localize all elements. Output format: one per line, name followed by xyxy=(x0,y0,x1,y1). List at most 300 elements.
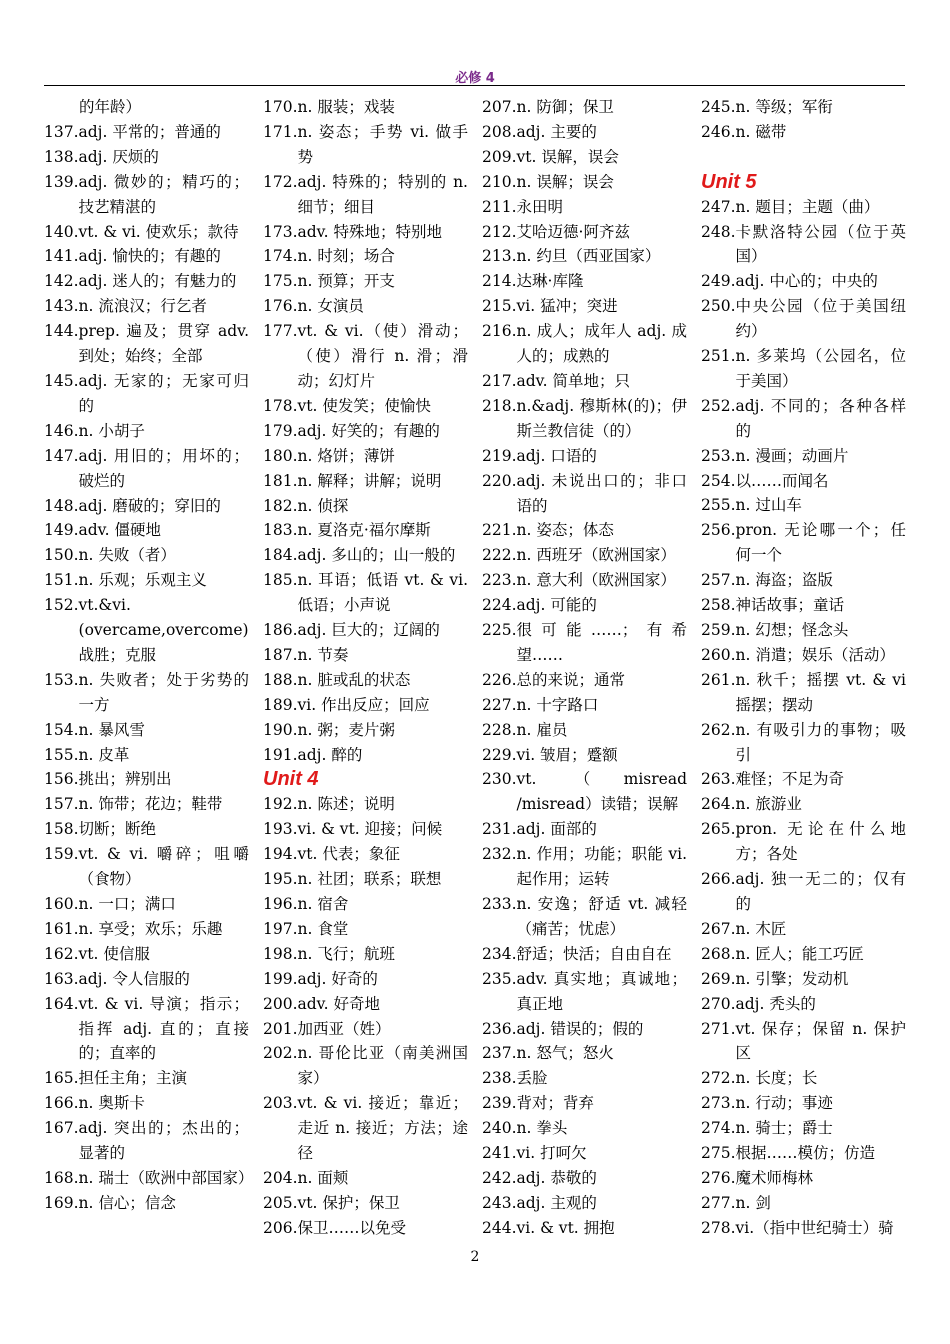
vocab-entry xyxy=(263,1017,468,1042)
entry-number: 274. xyxy=(701,1119,736,1138)
entry-definition: n. 暴风雪 xyxy=(78,720,145,739)
vocab-entry xyxy=(701,1066,906,1091)
vocab-entry xyxy=(482,892,687,942)
entry-definition: adj. 磨破的；穿旧的 xyxy=(78,496,221,515)
entry-number: 179. xyxy=(263,421,298,440)
vocab-entry xyxy=(263,867,468,892)
vocab-entry xyxy=(44,120,249,145)
vocab-entry xyxy=(482,543,687,568)
vocab-entry xyxy=(44,568,249,593)
entry-definition: adj. 令人信服的 xyxy=(78,969,190,988)
vocab-entry xyxy=(701,120,906,145)
entry-number: 267. xyxy=(701,919,736,938)
entry-number: 220. xyxy=(482,471,517,490)
vocab-entry xyxy=(482,1141,687,1166)
vocab-entry xyxy=(701,618,906,643)
entry-definition: n. 意大利（欧洲国家） xyxy=(516,571,676,590)
vocab-entry xyxy=(482,718,687,743)
entry-definition: n. 陈述；说明 xyxy=(297,795,395,814)
vocab-entry xyxy=(482,967,687,1017)
entry-number: 273. xyxy=(701,1094,736,1113)
vocab-entry xyxy=(482,568,687,593)
entry-definition: n. 等级；军衔 xyxy=(735,98,833,116)
entry-number: 146. xyxy=(44,421,79,440)
entry-definition: n. 防御；保卫 xyxy=(516,98,614,116)
vocab-entry xyxy=(44,1066,249,1091)
entry-number: 235. xyxy=(482,969,517,988)
entry-number: 198. xyxy=(263,944,298,963)
entry-number: 156. xyxy=(44,770,79,789)
entry-number: 256. xyxy=(701,521,736,540)
entry-definition: n. 服装；戏装 xyxy=(297,98,395,116)
entry-definition: adj. 用旧的；用坏的；破烂的 xyxy=(78,446,249,490)
entry-number: 223. xyxy=(482,571,517,590)
vocab-entry xyxy=(482,1041,687,1066)
entry-number: 170. xyxy=(263,98,298,116)
entry-number: 249. xyxy=(701,272,736,291)
vocab-entry xyxy=(701,967,906,992)
vocab-entry xyxy=(482,593,687,618)
entry-number: 259. xyxy=(701,621,736,640)
entry-number: 174. xyxy=(263,247,298,266)
entry-definition: n. 享受；欢乐；乐趣 xyxy=(78,919,223,938)
vocab-entry xyxy=(44,518,249,543)
vocab-entry xyxy=(482,1017,687,1042)
entry-definition: 根据……模仿；仿造 xyxy=(735,1144,876,1163)
vocab-entry xyxy=(701,1141,906,1166)
vocab-entry xyxy=(44,817,249,842)
entry-definition: adj. 恭敬的 xyxy=(516,1168,597,1187)
entry-number: 161. xyxy=(44,919,79,938)
entry-number: 214. xyxy=(482,272,517,291)
vocab-entry xyxy=(701,344,906,394)
vocab-entry xyxy=(263,643,468,668)
entry-definition: adv. 真实地；真诚地；真正地 xyxy=(516,969,687,1013)
entry-definition: n. 姿态；手势 vi. 做手势 xyxy=(297,122,468,166)
entry-definition: n. 长度；长 xyxy=(735,1069,818,1088)
entry-definition: n. 拳头 xyxy=(516,1119,568,1138)
entry-definition: adj. 微妙的；精巧的；技艺精湛的 xyxy=(78,172,249,216)
entry-definition: n. 旅游业 xyxy=(735,795,802,814)
entry-definition: 神话故事；童话 xyxy=(735,596,845,615)
entry-number: 172. xyxy=(263,172,298,191)
entry-definition: n. 木匠 xyxy=(735,919,787,938)
entry-number: 166. xyxy=(44,1094,79,1113)
vocab-entry xyxy=(701,220,906,270)
entry-number: 168. xyxy=(44,1168,79,1187)
entry-number: 254. xyxy=(701,471,736,490)
vocab-entry xyxy=(263,1191,468,1216)
entry-definition: vt. 误解，误会 xyxy=(516,147,619,166)
entry-number: 262. xyxy=(701,720,736,739)
vocab-entry xyxy=(482,842,687,892)
entry-definition: vt. & vi. 导演；指示；指挥 adj. 直的；直接的；直率的 xyxy=(78,994,249,1063)
vocab-entry xyxy=(263,892,468,917)
entry-definition: n. 脏或乱的状态 xyxy=(297,670,411,689)
page-header-title: 必修 4 xyxy=(455,71,495,86)
entry-number: 195. xyxy=(263,870,298,889)
entry-number: 277. xyxy=(701,1193,736,1212)
vocab-entry xyxy=(701,1017,906,1067)
vocab-entry xyxy=(482,195,687,220)
entry-definition: adj. 不同的；各种各样的 xyxy=(735,396,906,440)
entry-definition: pron. 无论哪一个；任何一个 xyxy=(735,521,906,565)
vocab-entry xyxy=(701,792,906,817)
entry-number: 225. xyxy=(482,621,517,640)
vocab-entry xyxy=(482,95,687,120)
entry-definition: n. 食堂 xyxy=(297,919,349,938)
entry-number: 212. xyxy=(482,222,517,241)
entry-definition: n. 骑士；爵士 xyxy=(735,1119,833,1138)
entry-number: 233. xyxy=(482,895,517,913)
entry-number: 167. xyxy=(44,1119,79,1138)
vocab-entry xyxy=(263,394,468,419)
entry-definition: adj. 无家的；无家可归的 xyxy=(78,371,249,415)
vocab-entry xyxy=(701,942,906,967)
entry-definition: 背对；背弃 xyxy=(516,1094,595,1113)
entry-number: 199. xyxy=(263,969,298,988)
entry-number: 183. xyxy=(263,521,298,540)
entry-definition: n.&adj. 穆斯林(的)；伊斯兰教信徒（的） xyxy=(516,396,687,440)
vocab-entry xyxy=(44,1116,249,1166)
entry-definition: n. 秋千；摇摆 vt. & vi 摇摆；摆动 xyxy=(735,670,906,714)
entry-number: 157. xyxy=(44,795,79,814)
vocab-entry xyxy=(263,718,468,743)
vocab-entry xyxy=(263,419,468,444)
entry-number: 213. xyxy=(482,247,517,266)
entry-number: 206. xyxy=(263,1218,298,1237)
entry-definition: vt. & vi. 使欢乐；款待 xyxy=(78,222,239,241)
entry-number: 210. xyxy=(482,172,517,191)
vocab-entry xyxy=(263,1091,468,1166)
entry-definition: 艾哈迈德·阿齐兹 xyxy=(516,222,630,241)
entry-number: 181. xyxy=(263,471,298,490)
entry-definition: adj. 愉快的；有趣的 xyxy=(78,247,221,266)
entry-definition: n. 面颊 xyxy=(297,1168,349,1187)
entry-number: 144. xyxy=(44,322,79,341)
entry-number: 242. xyxy=(482,1168,517,1187)
vocab-entry xyxy=(263,95,468,120)
vocab-entry xyxy=(263,668,468,693)
entry-definition: n. 十字路口 xyxy=(516,695,599,714)
entry-number: 184. xyxy=(263,546,298,565)
vocab-entry xyxy=(482,120,687,145)
vocab-entry xyxy=(701,917,906,942)
entry-definition: vt. & vi. 接近；靠近；走近 n. 接近；方法；途径 xyxy=(297,1094,468,1163)
vocabulary-columns xyxy=(44,95,906,1245)
entry-number: 176. xyxy=(263,297,298,316)
entry-number: 265. xyxy=(701,820,736,839)
vocab-entry xyxy=(44,767,249,792)
vocab-entry xyxy=(701,1116,906,1141)
vocab-entry xyxy=(44,294,249,319)
entry-number: 270. xyxy=(701,994,736,1013)
vocab-entry xyxy=(263,518,468,543)
entry-definition: n. 宿舍 xyxy=(297,895,349,913)
vocab-entry xyxy=(482,817,687,842)
entry-number: 263. xyxy=(701,770,736,789)
entry-number: 227. xyxy=(482,695,517,714)
entry-number: 230. xyxy=(482,770,517,789)
entry-number: 153. xyxy=(44,670,79,689)
entry-definition: vt. 使发笑；使愉快 xyxy=(297,396,431,415)
vocab-entry xyxy=(482,1091,687,1116)
entry-definition: n. 瑞士（欧洲中部国家） xyxy=(78,1168,254,1187)
vocab-entry xyxy=(701,643,906,668)
vocab-entry xyxy=(263,1041,468,1091)
vocab-entry xyxy=(44,170,249,220)
entry-definition: n. 失败（者） xyxy=(78,546,176,565)
vocab-entry xyxy=(263,792,468,817)
entry-number: 164. xyxy=(44,994,79,1013)
vocab-entry xyxy=(701,867,906,917)
entry-number: 226. xyxy=(482,670,517,689)
vocab-entry xyxy=(482,369,687,394)
entry-number: 182. xyxy=(263,496,298,515)
entry-definition: adj. 厌烦的 xyxy=(78,147,159,166)
vocab-entry xyxy=(263,469,468,494)
entry-definition: n. 信心；信念 xyxy=(78,1193,176,1212)
entry-number: 228. xyxy=(482,720,517,739)
entry-number: 218. xyxy=(482,396,517,415)
vocab-entry xyxy=(263,220,468,245)
entry-number: 188. xyxy=(263,670,298,689)
entry-number: 165. xyxy=(44,1069,79,1088)
vocab-entry xyxy=(701,593,906,618)
vocab-entry xyxy=(44,543,249,568)
entry-definition: 永田明 xyxy=(516,197,564,216)
vocab-entry xyxy=(482,394,687,444)
vocab-entry xyxy=(482,1116,687,1141)
entry-number: 241. xyxy=(482,1144,517,1163)
entry-number: 160. xyxy=(44,895,79,913)
entry-definition: 达琳·库隆 xyxy=(516,272,584,291)
entry-number: 257. xyxy=(701,571,736,590)
entry-number: 221. xyxy=(482,521,517,540)
entry-number: 239. xyxy=(482,1094,517,1113)
entry-definition: n. 怒气；怒火 xyxy=(516,1044,614,1063)
entry-definition: n. 哥伦比亚（南美洲国家） xyxy=(297,1044,468,1088)
entry-definition: n. 流浪汉；行乞者 xyxy=(78,297,207,316)
entry-definition: 担任主角；主演 xyxy=(78,1069,188,1088)
entry-number: 189. xyxy=(263,695,298,714)
entry-number: 204. xyxy=(263,1168,298,1187)
entry-definition: 切断；断绝 xyxy=(78,820,157,839)
vocab-entry xyxy=(701,1191,906,1216)
vocab-entry xyxy=(44,842,249,892)
entry-number: 171. xyxy=(263,122,298,141)
entry-number: 152. xyxy=(44,596,79,615)
entry-definition: n. 解释；讲解；说明 xyxy=(297,471,442,490)
vocab-entry xyxy=(44,494,249,519)
entry-definition: adj. 口语的 xyxy=(516,446,597,465)
vocab-entry xyxy=(701,518,906,568)
entry-definition: adj. 秃头的 xyxy=(735,994,816,1013)
vocab-entry xyxy=(701,1091,906,1116)
entry-number: 192. xyxy=(263,795,298,814)
vocab-entry xyxy=(44,244,249,269)
entry-number: 202. xyxy=(263,1044,298,1063)
entry-definition: n. 引擎；发动机 xyxy=(735,969,849,988)
vocab-entry xyxy=(482,743,687,768)
vocab-entry xyxy=(701,568,906,593)
entry-number: 207. xyxy=(482,98,517,116)
entry-definition: pron. 无论在什么地方；各处 xyxy=(735,820,906,864)
entry-number: 141. xyxy=(44,247,79,266)
vocab-entry xyxy=(263,294,468,319)
entry-number: 145. xyxy=(44,371,79,390)
entry-number: 209. xyxy=(482,147,517,166)
entry-definition: 以……而闻名 xyxy=(735,471,829,490)
vocab-entry xyxy=(263,693,468,718)
page-number: 2 xyxy=(470,1249,480,1265)
vocab-entry xyxy=(482,294,687,319)
entry-number: 232. xyxy=(482,845,517,864)
entry-definition: n. 奥斯卡 xyxy=(78,1094,145,1113)
entry-number: 143. xyxy=(44,297,79,316)
entry-number: 205. xyxy=(263,1193,298,1212)
entry-definition: prep. 遍及；贯穿 adv. 到处；始终；全部 xyxy=(78,322,249,366)
entry-number: 215. xyxy=(482,297,517,316)
vocab-entry xyxy=(263,618,468,643)
vocab-entry xyxy=(44,1166,254,1191)
entry-definition: n. 幻想；怪念头 xyxy=(735,621,849,640)
entry-definition: vi. & vt. 拥抱 xyxy=(516,1218,615,1237)
vocab-entry xyxy=(482,220,687,245)
column-1 xyxy=(44,95,254,1245)
entry-number: 248. xyxy=(701,222,736,241)
entry-number: 203. xyxy=(263,1094,298,1113)
unit-heading: Unit 4 xyxy=(263,768,319,791)
vocab-entry xyxy=(701,817,906,867)
entry-number: 186. xyxy=(263,621,298,640)
entry-definition: 总的来说；通常 xyxy=(516,670,626,689)
vocab-entry xyxy=(263,1216,468,1241)
unit-heading: Unit 5 xyxy=(701,170,757,193)
vocab-entry xyxy=(44,1091,249,1116)
entry-definition: vi.（指中世纪骑士）骑 xyxy=(735,1218,894,1237)
entry-number: 272. xyxy=(701,1069,736,1088)
entry-definition: 保卫……以免受 xyxy=(297,1218,407,1237)
entry-number: 154. xyxy=(44,720,79,739)
entry-definition: n. 漫画；动画片 xyxy=(735,446,849,465)
entry-definition: n. 耳语；低语 vt. & vi. 低语；小声说 xyxy=(297,571,468,615)
vocab-entry xyxy=(263,992,468,1017)
entry-number: 216. xyxy=(482,322,517,341)
entry-definition: adv. 特殊地；特别地 xyxy=(297,222,442,241)
entry-number: 197. xyxy=(263,919,298,938)
entry-number: 243. xyxy=(482,1193,517,1212)
vocab-entry xyxy=(701,394,906,444)
entry-definition: 魔术师梅林 xyxy=(735,1168,814,1187)
entry-definition: vi. 打呵欠 xyxy=(516,1144,587,1163)
vocab-entry xyxy=(482,942,687,967)
vocab-entry xyxy=(482,145,687,170)
entry-number: 271. xyxy=(701,1019,736,1038)
entry-continuation xyxy=(44,95,249,120)
vocab-entry xyxy=(482,269,687,294)
entry-definition: n. 皮革 xyxy=(78,745,130,764)
entry-definition: adj. 可能的 xyxy=(516,596,597,615)
entry-number: 177. xyxy=(263,322,298,341)
entry-definition: vi. 作出反应；回应 xyxy=(297,695,430,714)
entry-definition: 难怪；不足为奇 xyxy=(735,770,845,789)
entry-number: 269. xyxy=(701,969,736,988)
vocab-entry xyxy=(263,842,468,867)
entry-definition: vt. 使信服 xyxy=(78,944,150,963)
vocab-entry xyxy=(482,1066,687,1091)
vocab-entry xyxy=(482,244,687,269)
vocab-entry xyxy=(701,992,906,1017)
entry-definition: n. 过山车 xyxy=(735,496,802,515)
vocab-entry xyxy=(482,170,687,195)
entry-definition: adj. 好笑的；有趣的 xyxy=(297,421,440,440)
entry-definition: adj. 未说出口的；非口语的 xyxy=(516,471,687,515)
vocab-entry xyxy=(263,743,468,768)
entry-definition: adj. 主观的 xyxy=(516,1193,597,1212)
vocab-entry xyxy=(263,269,468,294)
entry-number: 142. xyxy=(44,272,79,291)
entry-number: 194. xyxy=(263,845,298,864)
entry-definition: vi. & vt. 迎接；问候 xyxy=(297,820,443,839)
entry-number: 211. xyxy=(482,197,517,216)
entry-definition: adj. 中心的；中央的 xyxy=(735,272,878,291)
vocab-entry xyxy=(701,269,906,294)
entry-number: 163. xyxy=(44,969,79,988)
entry-definition: vt.&vi. (overcame,overcome) 战胜；克服 xyxy=(78,596,249,664)
entry-number: 261. xyxy=(701,670,736,689)
entry-number: 175. xyxy=(263,272,298,291)
vocab-entry xyxy=(44,743,249,768)
vocab-entry xyxy=(263,1166,468,1191)
entry-definition: adj. 平常的；普通的 xyxy=(78,122,221,141)
entry-definition: n. 约旦（西亚国家） xyxy=(516,247,661,266)
entry-definition: n. 剑 xyxy=(735,1193,771,1212)
entry-number: 247. xyxy=(701,197,736,216)
vocab-entry xyxy=(701,469,906,494)
entry-definition: n. 失败者；处于劣势的一方 xyxy=(78,670,249,714)
entry-number: 178. xyxy=(263,396,298,415)
entry-number: 201. xyxy=(263,1019,298,1038)
column-3 xyxy=(482,95,687,1245)
vocab-entry xyxy=(44,593,249,668)
entry-number: 169. xyxy=(44,1193,79,1212)
entry-number: 260. xyxy=(701,645,736,664)
entry-definition: n. 乐观；乐观主义 xyxy=(78,571,207,590)
entry-number: 149. xyxy=(44,521,79,540)
entry-number: 148. xyxy=(44,496,79,515)
entry-definition: n. 女演员 xyxy=(297,297,364,316)
entry-definition: n. 预算；开支 xyxy=(297,272,395,291)
vocab-entry xyxy=(701,1166,906,1191)
vocab-entry xyxy=(482,668,687,693)
vocab-entry xyxy=(44,145,249,170)
entry-number: 224. xyxy=(482,596,517,615)
entry-definition: 的年龄） xyxy=(79,98,142,116)
vocab-entry xyxy=(482,1191,687,1216)
entry-definition: adj. 多山的；山一般的 xyxy=(297,546,456,565)
entry-number: 151. xyxy=(44,571,79,590)
entry-number: 234. xyxy=(482,944,517,963)
vocab-entry xyxy=(263,917,468,942)
entry-definition: n. 飞行；航班 xyxy=(297,944,395,963)
vocab-entry xyxy=(44,942,249,967)
entry-definition: n. 误解；误会 xyxy=(516,172,614,191)
vocab-entry xyxy=(263,942,468,967)
entry-number: 236. xyxy=(482,1019,517,1038)
entry-definition: n. 海盗；盗版 xyxy=(735,571,833,590)
column-2 xyxy=(263,95,468,1245)
